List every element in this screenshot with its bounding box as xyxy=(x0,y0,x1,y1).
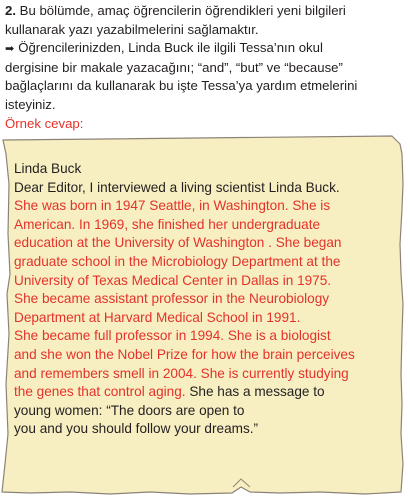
letter-line: young women: “The doors are open to xyxy=(14,402,245,418)
letter-line: Department at Harvard Medical School in 1991. xyxy=(14,309,301,325)
letter-line: Dear Editor, I interviewed a living scientist Linda Buck. xyxy=(14,179,340,195)
letter-line: American. In 1969, she finished her undergraduate xyxy=(14,216,321,232)
task-intro-line: kullanarak yazı yazabilmelerini sağlamaktır. xyxy=(5,21,259,37)
task-instructions xyxy=(5,2,405,133)
letter-line xyxy=(14,383,402,402)
letter-red-segment: the genes that control aging. xyxy=(14,384,186,400)
instruction-line: bağlaçlarını da kullanarak bu işte Tessa’ya yardım etmelerini xyxy=(5,78,358,94)
letter-line: education at the University of Washington . She began xyxy=(14,235,342,251)
instruction-line: dergisine bir makale yazacağını; “and”, “but” ve “because” xyxy=(5,59,343,75)
sample-answer-label: Örnek cevap: xyxy=(5,115,84,131)
letter-line: graduate school in the Microbiology Department at the xyxy=(14,253,341,269)
letter-line: She became full professor in 1994. She is a biologist xyxy=(14,328,331,344)
letter-line: you and you should follow your dreams.” xyxy=(14,421,259,437)
letter-line: University of Texas Medical Center in Dallas in 1975. xyxy=(14,272,332,288)
instruction-line: ➡ Öğrencilerinizden, Linda Buck ile ilgili Tessa’nın okul xyxy=(5,40,323,56)
letter-line: and she won the Nobel Prize for how the brain perceives xyxy=(14,346,355,362)
task-intro-line: 2. Bu bölümde, amaç öğrencilerin öğrendikleri yeni bilgileri xyxy=(5,3,346,18)
task-number: 2. xyxy=(5,3,16,18)
letter-text xyxy=(14,160,402,439)
letter-black-segment: She has a message to xyxy=(185,384,325,400)
letter-title: Linda Buck xyxy=(14,161,82,176)
letter-line: She became assistant professor in the Neurobiology xyxy=(14,291,330,307)
letter-line: and remembers smell in 2004. She is currently studying xyxy=(14,365,349,381)
letter-line: She was born in 1947 Seattle, in Washington. She is xyxy=(14,198,331,214)
arrow-icon: ➡ xyxy=(5,43,15,56)
instruction-line: isteyiniz. xyxy=(5,96,56,112)
